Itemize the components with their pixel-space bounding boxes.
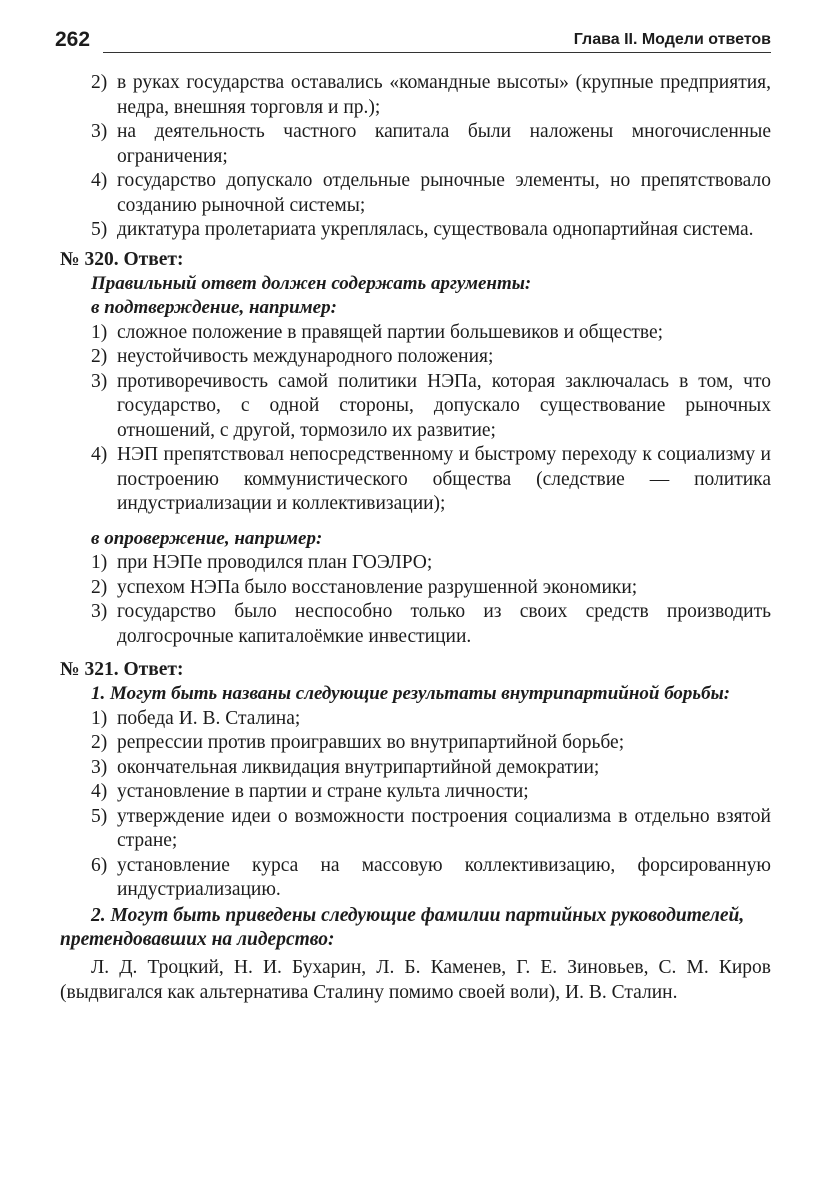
refute-list xyxy=(60,551,771,649)
item-number: 2) xyxy=(91,72,108,93)
confirm-list xyxy=(60,321,771,517)
item-number: 4) xyxy=(91,444,108,465)
item-number: 4) xyxy=(91,781,108,802)
item-number: 4) xyxy=(91,170,108,191)
list-item xyxy=(60,576,771,601)
item-text: в руках государства оставались «командные высоты» (крупные предприятия, недра, внешняя торговля и пр.); xyxy=(117,72,771,118)
refute-label: в опровержение, например: xyxy=(91,527,323,549)
item-number: 1) xyxy=(91,321,108,343)
item-text: репрессии против проигравших во внутрипартийной борьбе; xyxy=(117,732,625,753)
item-number: 1) xyxy=(91,552,108,573)
item-text: неустойчивость международного положения; xyxy=(117,346,494,367)
chapter-title: Глава II. Модели ответов xyxy=(573,31,771,48)
list-item xyxy=(60,854,771,903)
task-320-heading: Правильный ответ должен содержать аргументы: xyxy=(91,272,532,294)
list-item xyxy=(60,551,771,576)
item-number: 3) xyxy=(91,756,108,778)
item-number: 5) xyxy=(91,805,108,827)
list-item xyxy=(60,120,771,169)
confirm-label: в подтверждение, например: xyxy=(91,297,337,318)
list-item xyxy=(60,370,771,444)
item-number: 6) xyxy=(91,854,108,876)
list-item xyxy=(60,600,771,649)
task-320-title: № 320. Ответ: xyxy=(60,248,184,270)
list-item xyxy=(60,71,771,120)
item-number: 3) xyxy=(91,601,108,622)
list-item xyxy=(60,443,771,517)
part2-heading: 2. Могут быть приведены следующие фамилии партийных руководителей, претендовавших на лидерство: xyxy=(60,904,745,950)
leaders-paragraph: Л. Д. Троцкий, Н. И. Бухарин, Л. Б. Каменев, Г. Е. Зиновьев, С. М. Киров (выдвигался как альтернатива Сталину помимо своей воли), И. В. Сталин. xyxy=(60,956,771,1003)
list-item xyxy=(60,707,771,732)
item-text: государство было неспособно только из своих средств производить долгосрочные капиталоёмкие инвестиции. xyxy=(117,601,771,647)
list-item xyxy=(60,805,771,854)
item-number: 2) xyxy=(91,576,108,598)
page-content xyxy=(60,71,771,1005)
list-item xyxy=(60,218,771,243)
list-item xyxy=(60,731,771,756)
page-header xyxy=(55,26,771,56)
part1-heading: 1. Могут быть названы следующие результаты внутрипартийной борьбы: xyxy=(91,683,731,704)
page-number: 262 xyxy=(55,28,91,51)
item-number: 1) xyxy=(91,707,108,729)
list-item xyxy=(60,169,771,218)
item-text: противоречивость самой политики НЭПа, которая заключалась в том, что государство, с одной стороны, допускало существование рыночных отношений, с другой, тормозило их развитие; xyxy=(117,370,771,441)
item-text: окончательная ликвидация внутрипартийной демократии; xyxy=(117,756,600,778)
header-rule xyxy=(103,52,771,53)
item-number: 2) xyxy=(91,346,108,367)
intro-list xyxy=(60,71,771,243)
item-text: НЭП препятствовал непосредственному и быстрому переходу к социализму и построению коммунистического общества (следствие — политика индустриализации и коллективизации); xyxy=(117,444,771,514)
item-text: установление курса на массовую коллективизацию, форсированную индустриализацию. xyxy=(117,854,771,900)
item-text: при НЭПе проводился план ГОЭЛРО; xyxy=(117,552,433,573)
item-text: победа И. В. Сталина; xyxy=(117,707,301,729)
item-number: 3) xyxy=(91,121,108,142)
item-text: государство допускало отдельные рыночные элементы, но препятствовало созданию рыночной системы; xyxy=(117,170,771,216)
item-text: сложное положение в правящей партии большевиков и обществе; xyxy=(117,321,664,343)
list-item xyxy=(60,345,771,370)
item-text: установление в партии и стране культа личности; xyxy=(117,781,529,802)
task-321-title: № 321. Ответ: xyxy=(60,659,184,680)
item-text: успехом НЭПа было восстановление разрушенной экономики; xyxy=(117,576,638,598)
results-list xyxy=(60,707,771,903)
item-text: на деятельность частного капитала были наложены многочисленные ограничения; xyxy=(117,121,771,167)
item-text: диктатура пролетариата укреплялась, существовала однопартийная система. xyxy=(117,219,754,240)
list-item xyxy=(60,780,771,805)
list-item xyxy=(60,756,771,781)
item-number: 2) xyxy=(91,732,108,753)
item-number: 5) xyxy=(91,219,108,240)
list-item xyxy=(60,321,771,346)
item-text: утверждение идеи о возможности построения социализма в отдельно взятой стране; xyxy=(117,805,771,851)
item-number: 3) xyxy=(91,370,108,392)
